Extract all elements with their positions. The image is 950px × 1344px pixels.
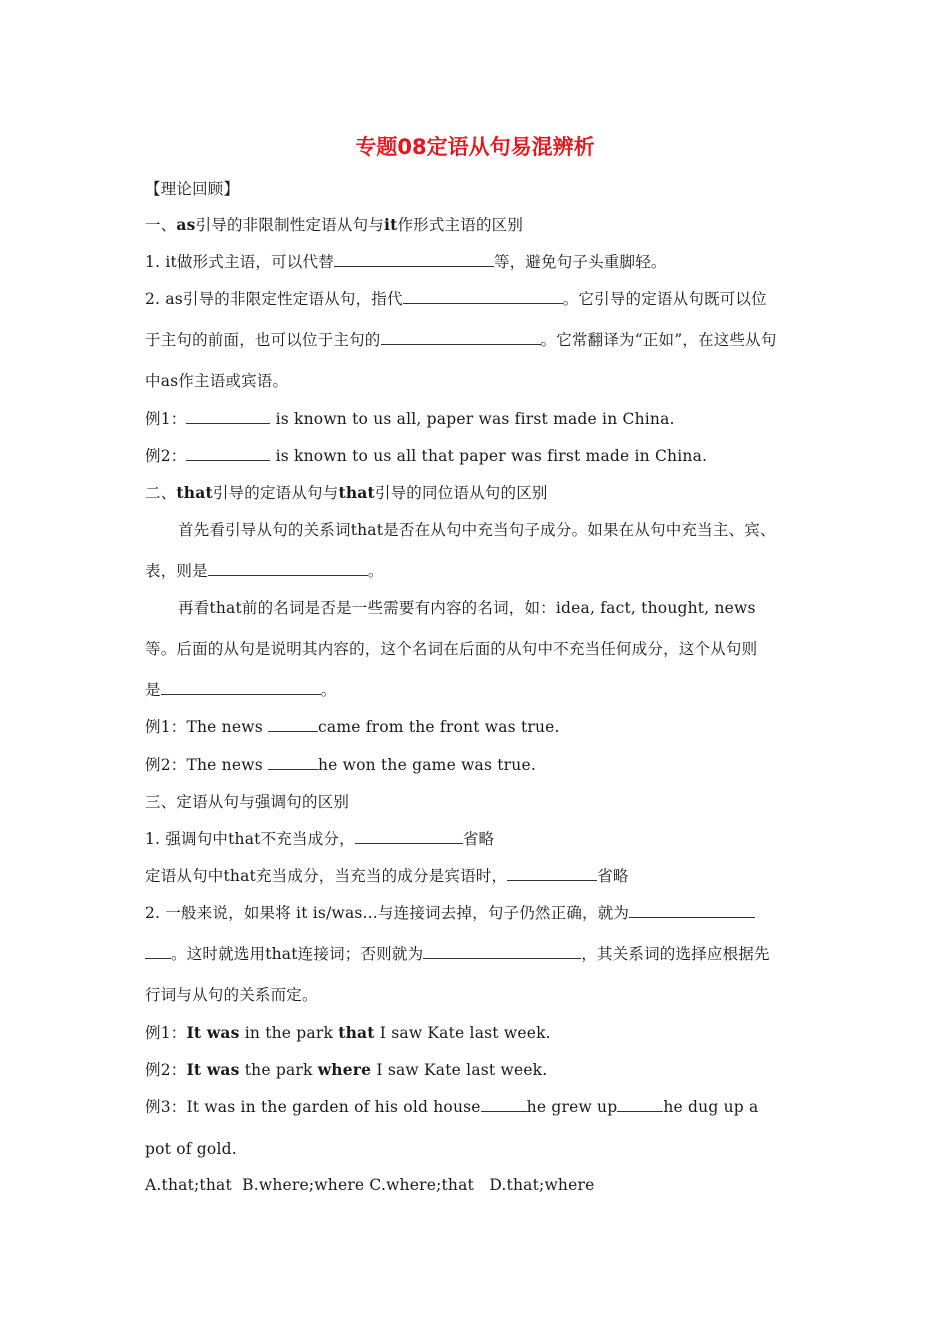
review-header: 【理论回顾】	[145, 180, 240, 198]
s3-point-2: 2. 一般来说，如果将 it is/was...与连接词去掉，句子仍然正确，就为	[145, 902, 755, 924]
s3-example-3-line-2: pot of gold.	[145, 1140, 237, 1158]
s2-paragraph-2: 再看that前的名词是否是一些需要有内容的名词，如：idea, fact, thought, news	[178, 599, 756, 617]
s1-example-2: 例2： is known to us all that paper was first made in China.	[145, 447, 708, 465]
s3-example-1: 例1：It was in the park that I saw Kate last week.	[145, 1023, 551, 1042]
s2-example-2: 例2：The news he won the game was true.	[145, 756, 536, 774]
s1-example-1: 例1： is known to us all, paper was first made in China.	[145, 410, 675, 428]
s2-paragraph-2-line-3: 是 。	[145, 681, 337, 699]
answer-blank[interactable]	[334, 251, 494, 267]
s2-example-1: 例1：The news came from the front was true.	[145, 718, 560, 736]
answer-blank[interactable]	[161, 679, 321, 695]
section-2-heading: 二、that引导的定语从句与that引导的同位语从句的区别	[145, 483, 548, 502]
s2-paragraph-1: 首先看引导从句的关系词that是否在从句中充当句子成分。如果在从句中充当主、宾、	[178, 521, 776, 539]
answer-blank[interactable]	[629, 902, 755, 918]
s3-point-2-line-3: 行词与从句的关系而定。	[145, 986, 318, 1004]
section-3-heading: 三、定语从句与强调句的区别	[145, 793, 350, 811]
answer-blank[interactable]	[268, 754, 318, 770]
answer-blank[interactable]	[186, 408, 270, 424]
s2-paragraph-2-line-2: 等。后面的从句是说明其内容的，这个名词在后面的从句中不充当任何成分，这个从句则	[145, 640, 758, 658]
s3-example-3: 例3：It was in the garden of his old house he grew up he dug up a	[145, 1098, 759, 1116]
s2-paragraph-1-line-2: 表，则是 。	[145, 562, 384, 580]
s3-point-1-line-2: 定语从句中that充当成分，当充当的成分是宾语时， 省略	[145, 867, 629, 885]
section-1-heading: 一、as引导的非限制性定语从句与it作形式主语的区别	[145, 215, 524, 234]
answer-blank[interactable]	[507, 865, 597, 881]
answer-blank[interactable]	[186, 445, 270, 461]
answer-blank[interactable]	[208, 560, 368, 576]
answer-blank[interactable]	[268, 716, 318, 732]
answer-blank[interactable]	[617, 1096, 663, 1112]
page-title: 专题08定语从句易混辨析	[355, 135, 595, 159]
answer-blank[interactable]	[355, 828, 463, 844]
s3-point-1: 1. 强调句中that不充当成分， 省略	[145, 830, 495, 848]
s1-point-2-line-2: 于主句的前面，也可以位于主句的 。它常翻译为“正如”，在这些从句	[145, 331, 777, 349]
answer-blank[interactable]	[145, 943, 171, 959]
answer-blank[interactable]	[423, 943, 581, 959]
s3-point-2-line-2: 。这时就选用that连接词；否则就为 ，其关系词的选择应根据先	[145, 943, 770, 965]
answer-blank[interactable]	[481, 1096, 527, 1112]
s1-point-2: 2. as引导的非限定性定语从句，指代 。它引导的定语从句既可以位	[145, 290, 767, 308]
s1-point-1: 1. it做形式主语，可以代替 等，避免句子头重脚轻。	[145, 253, 667, 271]
answer-blank[interactable]	[381, 329, 541, 345]
answer-blank[interactable]	[403, 288, 563, 304]
s3-example-2: 例2：It was the park where I saw Kate last week.	[145, 1060, 548, 1079]
answer-options: A.that;that B.where;where C.where;that D.that;where	[145, 1176, 595, 1194]
s1-point-2-line-3: 中as作主语或宾语。	[145, 372, 289, 390]
